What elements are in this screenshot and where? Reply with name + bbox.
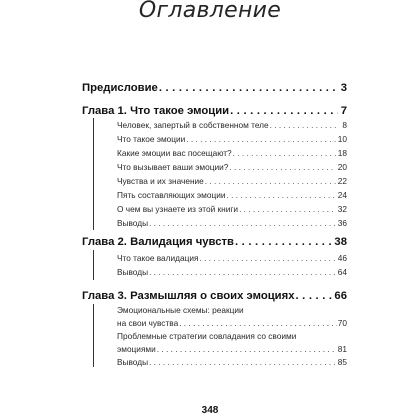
toc-section-label: Выводы bbox=[117, 267, 149, 277]
toc-section-page: 46 bbox=[337, 253, 347, 263]
toc-section-label: О чем вы узнаете из этой книги bbox=[117, 204, 239, 214]
toc-section-label-line2: на свои чувства bbox=[117, 317, 179, 328]
toc-chapter-label: Глава 2. Валидация чувств bbox=[82, 236, 234, 248]
toc-chapter-2[interactable] bbox=[82, 236, 347, 248]
leader-dots bbox=[226, 190, 336, 200]
toc-section-label: Какие эмоции вас посещают? bbox=[117, 148, 232, 158]
leader-dots bbox=[270, 120, 336, 130]
toc-section-label: Что вызывает ваши эмоции? bbox=[117, 162, 229, 172]
page-number: 348 bbox=[201, 405, 219, 416]
leader-dots bbox=[239, 204, 336, 214]
toc-section-label: Пять составляющих эмоции bbox=[117, 190, 226, 200]
toc-section-page: 36 bbox=[337, 218, 347, 228]
leader-dots bbox=[235, 236, 333, 248]
toc-section-page: 70 bbox=[337, 317, 347, 328]
toc-section-label: Выводы bbox=[117, 357, 149, 367]
leader-dots bbox=[149, 218, 336, 228]
leader-dots bbox=[149, 357, 336, 367]
toc-chapter-label: Глава 1. Что такое эмоции bbox=[82, 105, 230, 117]
toc-section[interactable] bbox=[117, 190, 347, 200]
toc-section[interactable] bbox=[117, 253, 347, 263]
toc-section-page: 22 bbox=[337, 176, 347, 186]
toc-section[interactable] bbox=[117, 134, 347, 144]
toc-entry-preface[interactable] bbox=[82, 82, 347, 94]
toc-section[interactable] bbox=[117, 162, 347, 172]
leader-dots bbox=[186, 134, 336, 144]
toc-section[interactable] bbox=[117, 176, 347, 186]
page-title: Оглавление bbox=[138, 0, 282, 23]
toc-chapter-3[interactable] bbox=[82, 290, 347, 302]
toc-section-label: Выводы bbox=[117, 218, 149, 228]
toc-section-page: 24 bbox=[337, 190, 347, 200]
toc-chapter-page: 38 bbox=[334, 236, 347, 248]
toc-section-page: 8 bbox=[342, 120, 347, 130]
toc-chapter-page: 66 bbox=[334, 290, 347, 302]
leader-dots bbox=[179, 317, 337, 330]
toc-section-label-line1: Проблемные стратегии совладания со своими bbox=[117, 331, 297, 341]
toc-section[interactable] bbox=[117, 218, 347, 228]
toc-entry-label: Предисловие bbox=[82, 82, 158, 94]
leader-dots bbox=[230, 105, 338, 117]
leader-dots bbox=[199, 253, 336, 263]
toc-section-label: Чувства и их значение bbox=[117, 176, 204, 186]
toc-section[interactable] bbox=[117, 120, 347, 130]
toc-section[interactable] bbox=[117, 357, 347, 367]
chapter-2-section-bar bbox=[93, 250, 94, 280]
toc-section-multiline[interactable] bbox=[117, 304, 347, 329]
toc-section[interactable] bbox=[117, 148, 347, 158]
toc-chapter-label: Глава 3. Размышляя о своих эмоциях bbox=[82, 290, 295, 302]
toc-section[interactable] bbox=[117, 267, 347, 277]
leader-dots bbox=[233, 148, 336, 158]
leader-dots bbox=[205, 176, 336, 186]
toc-section-page: 85 bbox=[337, 357, 347, 367]
toc-section-label: Человек, запертый в собственном теле bbox=[117, 120, 269, 130]
chapter-3-section-bar bbox=[93, 304, 94, 367]
toc-section-page: 18 bbox=[337, 148, 347, 158]
toc-section-label: Что такое валидация bbox=[117, 253, 199, 263]
toc-section-multiline[interactable] bbox=[117, 330, 347, 355]
leader-dots bbox=[149, 267, 336, 277]
toc-entry-page: 3 bbox=[340, 82, 347, 94]
chapter-1-section-bar bbox=[93, 118, 94, 230]
toc-section-page: 10 bbox=[337, 134, 347, 144]
toc-chapter-page: 7 bbox=[340, 105, 347, 117]
toc-section-page: 32 bbox=[337, 204, 347, 214]
toc-chapter-1[interactable] bbox=[82, 105, 347, 117]
leader-dots bbox=[229, 162, 336, 172]
toc-section-label: Что такое эмоции bbox=[117, 134, 186, 144]
toc-section-page: 64 bbox=[337, 267, 347, 277]
leader-dots bbox=[295, 290, 333, 302]
toc-section-page: 81 bbox=[337, 343, 347, 354]
leader-dots bbox=[159, 82, 338, 94]
toc-section-label-line1: Эмоциональные схемы: реакции bbox=[117, 305, 244, 315]
toc-section-page: 20 bbox=[337, 162, 347, 172]
toc-section-label-line2: эмоциями bbox=[117, 343, 156, 354]
leader-dots bbox=[157, 343, 337, 356]
toc-section[interactable] bbox=[117, 204, 347, 214]
